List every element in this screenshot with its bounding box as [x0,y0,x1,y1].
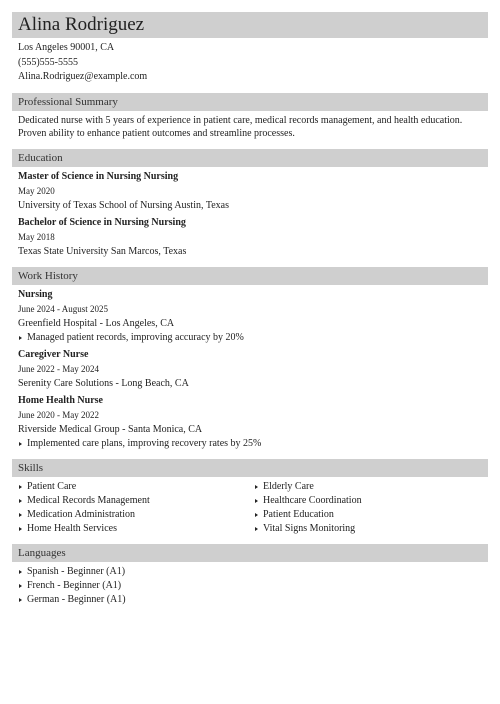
work-role: Caregiver Nurse [18,348,89,360]
work-date: June 2020 - May 2022 [18,409,99,420]
bullet-triangle-icon [19,336,22,340]
languages-section-title: Languages [18,546,66,559]
summary-section-title: Professional Summary [18,95,118,108]
bullet-triangle-icon [19,499,22,503]
language-item [18,593,488,607]
work-bullet [18,437,488,451]
education-entry [18,170,488,213]
contact-phone: (555)555-5555 [18,56,78,68]
skill-text: Elderly Care [263,480,314,492]
work-employer: Greenfield Hospital - Los Angeles, CA [18,317,175,329]
skill-text: Medical Records Management [27,494,150,506]
contact-address: Los Angeles 90001, CA [18,42,115,53]
bullet-triangle-icon [255,485,258,489]
education-date: May 2018 [18,231,55,242]
work-bullet [18,331,488,345]
skill-text: Medication Administration [27,508,136,520]
work-entry [18,348,488,391]
skill-text: Vital Signs Monitoring [263,522,356,534]
skill-text: Healthcare Coordination [263,494,362,506]
skill-text: Home Health Services [27,522,117,534]
contact-email: Alina.Rodriguez@example.com [18,71,148,82]
work-date: June 2022 - May 2024 [18,363,99,374]
work-role: Nursing [18,288,53,300]
education-list [12,170,488,259]
education-section-title: Education [18,151,63,164]
bullet-triangle-icon [255,527,258,531]
education-school: Texas State University San Marcos, Texas [18,245,187,257]
work-employer: Serenity Care Solutions - Long Beach, CA [18,377,189,389]
summary-section-header [12,93,488,111]
education-school: University of Texas School of Nursing Austin, Texas [18,199,229,211]
language-item [18,579,488,593]
skill-item [254,508,484,522]
contact-info [12,41,488,85]
skills-list [12,480,488,536]
education-entry [18,216,488,259]
resume-page [12,12,488,607]
language-item [18,565,488,579]
bullet-triangle-icon [19,442,22,446]
work-entry [18,394,488,451]
work-bullet-text: Managed patient records, improving accuracy by 20% [27,331,244,343]
bullet-triangle-icon [19,584,22,588]
candidate-name: Alina Rodriguez [18,14,145,35]
work-list [12,288,488,451]
work-date: June 2024 - August 2025 [18,303,108,314]
skills-column-right [254,480,484,536]
language-text: Spanish - Beginner (A1) [27,565,126,577]
bullet-triangle-icon [19,527,22,531]
work-role: Home Health Nurse [18,394,103,406]
education-section-header [12,149,488,167]
bullet-triangle-icon [19,598,22,602]
skill-item [18,480,254,494]
skill-text: Patient Care [27,480,77,492]
work-section-header [12,267,488,285]
bullet-triangle-icon [19,513,22,517]
skill-item [254,494,484,508]
skill-item [18,494,254,508]
language-text: German - Beginner (A1) [27,593,126,605]
skill-item [254,522,484,536]
skill-item [18,522,254,536]
languages-section-header [12,544,488,562]
work-section-title: Work History [18,269,78,282]
skill-item [18,508,254,522]
skill-text: Patient Education [263,508,334,520]
bullet-triangle-icon [255,499,258,503]
education-degree: Bachelor of Science in Nursing Nursing [18,216,186,228]
skill-item [254,480,484,494]
languages-list [12,565,488,607]
bullet-triangle-icon [19,570,22,574]
work-bullet-text: Implemented care plans, improving recovery rates by 25% [27,437,262,449]
summary-text: Dedicated nurse with 5 years of experience in patient care, medical records management, and health education. Proven ability to enhance patient outcomes and streamline processes. [18,114,463,139]
language-text: French - Beginner (A1) [27,579,122,591]
name-header [12,12,488,38]
work-employer: Riverside Medical Group - Santa Monica, CA [18,423,203,435]
education-date: May 2020 [18,185,55,196]
bullet-triangle-icon [255,513,258,517]
bullet-triangle-icon [19,485,22,489]
education-degree: Master of Science in Nursing Nursing [18,170,179,182]
skills-section-header [12,459,488,477]
skills-section-title: Skills [18,461,44,474]
work-entry [18,288,488,345]
skills-column-left [18,480,254,536]
